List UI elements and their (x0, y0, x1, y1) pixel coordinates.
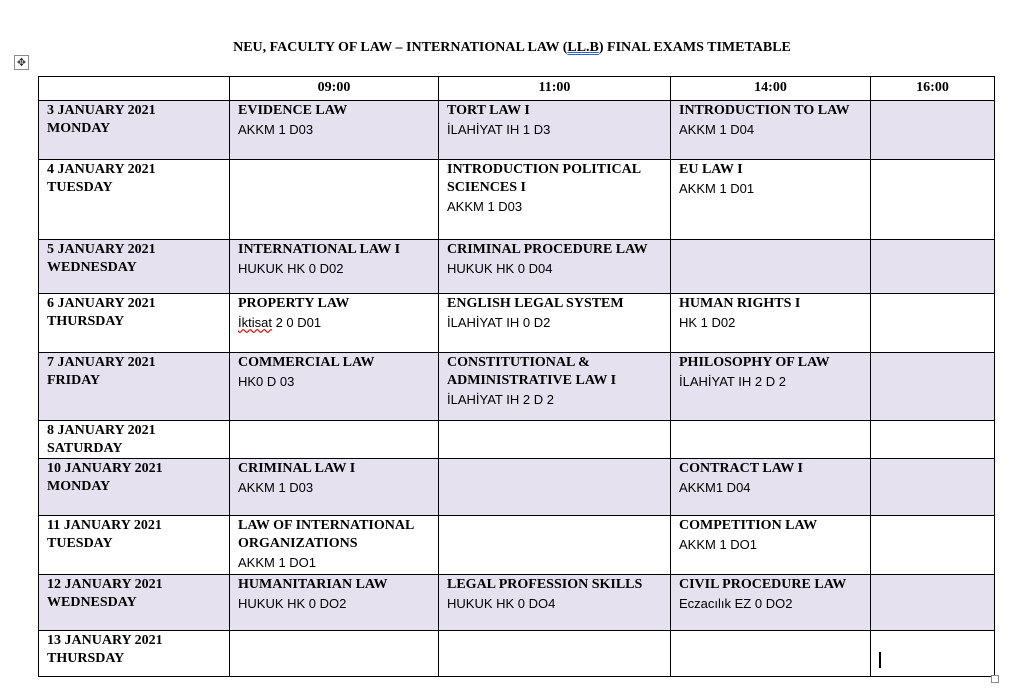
exam-weekday: THURSDAY (47, 314, 125, 329)
date-cell[interactable] (39, 459, 230, 516)
exam-slot-cell[interactable] (871, 575, 995, 631)
date-cell[interactable] (39, 631, 230, 677)
exam-room (238, 259, 430, 278)
exam-slot-cell[interactable] (439, 294, 671, 353)
exam-weekday: WEDNESDAY (47, 260, 137, 275)
course-name: PROPERTY LAW (238, 296, 350, 311)
exam-room (447, 390, 662, 409)
exam-date: 10 JANUARY 2021 (47, 461, 163, 476)
exam-slot-cell[interactable] (671, 353, 871, 421)
exam-room-text: HUKUK HK 0 DO4 (447, 596, 556, 611)
exam-weekday: WEDNESDAY (47, 595, 137, 610)
course-name: CIVIL PROCEDURE LAW (679, 577, 847, 592)
exam-room-text: AKKM 1 D03 (238, 122, 314, 137)
date-cell[interactable] (39, 294, 230, 353)
exam-slot-cell[interactable] (871, 294, 995, 353)
exam-slot-cell[interactable] (439, 631, 671, 677)
course-name: LAW OF INTERNATIONAL ORGANIZATIONS (238, 518, 414, 551)
exam-date: 3 JANUARY 2021 (47, 103, 156, 118)
exam-slot-cell[interactable] (671, 516, 871, 575)
exam-weekday: MONDAY (47, 479, 111, 494)
exam-room-text: İLAHİYAT IH 2 D 2 (679, 374, 786, 389)
table-row (39, 459, 995, 516)
exam-slot-cell[interactable] (439, 240, 671, 294)
exam-slot-cell[interactable] (671, 421, 871, 459)
exam-slot-cell[interactable] (871, 353, 995, 421)
table-row (39, 421, 995, 459)
header-cell-0900[interactable]: 09:00 (230, 77, 439, 101)
exam-slot-cell[interactable] (230, 101, 439, 160)
exam-room-text: Eczacılık EZ 0 DO2 (679, 596, 793, 611)
exam-slot-cell[interactable] (671, 631, 871, 677)
table-row (39, 575, 995, 631)
date-cell[interactable] (39, 353, 230, 421)
exam-room (447, 313, 662, 332)
exam-room-text: AKKM 1 DO1 (679, 537, 758, 552)
table-move-handle[interactable] (14, 55, 29, 70)
exam-slot-cell[interactable] (871, 516, 995, 575)
course-name: INTRODUCTION TO LAW (679, 103, 850, 118)
course-name: CONTRACT LAW I (679, 461, 803, 476)
course-name: TORT LAW I (447, 103, 530, 118)
exam-date: 11 JANUARY 2021 (47, 518, 162, 533)
exam-date: 7 JANUARY 2021 (47, 355, 156, 370)
spellcheck-flagged-word: İktisat (238, 315, 272, 330)
exam-date: 12 JANUARY 2021 (47, 577, 163, 592)
table-row (39, 240, 995, 294)
exam-room-text: HUKUK HK 0 D04 (447, 261, 553, 276)
course-name: CONSTITUTIONAL & ADMINISTRATIVE LAW I (447, 355, 617, 388)
table-row (39, 101, 995, 160)
exam-room (447, 120, 662, 139)
date-cell[interactable] (39, 575, 230, 631)
exam-weekday: FRIDAY (47, 373, 101, 388)
exam-room-text: AKKM1 D04 (679, 480, 751, 495)
exam-slot-cell[interactable] (230, 459, 439, 516)
table-row (39, 160, 995, 240)
exam-room-text: AKKM 1 D03 (447, 199, 523, 214)
exam-room (679, 594, 862, 613)
text-cursor (879, 652, 881, 668)
exam-room (679, 120, 862, 139)
exam-slot-cell[interactable] (230, 631, 439, 677)
exam-room-text: HK0 D 03 (238, 374, 295, 389)
exam-room (679, 535, 862, 554)
exam-room-text: AKKM 1 DO1 (238, 555, 317, 570)
course-name: INTERNATIONAL LAW I (238, 242, 401, 257)
table-row (39, 631, 995, 677)
exam-room (679, 478, 862, 497)
header-row (39, 77, 995, 101)
exam-room (238, 553, 430, 572)
exam-slot-cell[interactable] (871, 160, 995, 240)
exam-room-text: 2 0 D01 (271, 315, 322, 330)
exam-slot-cell[interactable] (671, 160, 871, 240)
exam-weekday: TUESDAY (47, 536, 113, 551)
exam-room-text: HK 1 D02 (679, 315, 736, 330)
header-cell-1100[interactable]: 11:00 (439, 77, 671, 101)
exam-slot-cell[interactable] (671, 240, 871, 294)
exam-room (679, 179, 862, 198)
table-row (39, 294, 995, 353)
table-row (39, 516, 995, 575)
exam-slot-cell[interactable] (230, 160, 439, 240)
course-name: LEGAL PROFESSION SKILLS (447, 577, 643, 592)
date-cell[interactable] (39, 516, 230, 575)
course-name: HUMANITARIAN LAW (238, 577, 388, 592)
exam-room (447, 259, 662, 278)
course-name: COMPETITION LAW (679, 518, 818, 533)
course-name: ENGLISH LEGAL SYSTEM (447, 296, 624, 311)
course-name: PHILOSOPHY OF LAW (679, 355, 830, 370)
exam-slot-cell[interactable] (871, 459, 995, 516)
exam-slot-cell[interactable] (671, 294, 871, 353)
exam-room-text: HUKUK HK 0 D02 (238, 261, 344, 276)
course-name: EVIDENCE LAW (238, 103, 348, 118)
exam-slot-cell[interactable] (439, 516, 671, 575)
exam-room (238, 478, 430, 497)
exam-room (238, 120, 430, 139)
exam-date: 5 JANUARY 2021 (47, 242, 156, 257)
exam-room-text: İLAHİYAT IH 0 D2 (447, 315, 551, 330)
title-llb: LL.B (567, 40, 599, 55)
exam-room (679, 372, 862, 391)
exam-slot-cell[interactable] (230, 421, 439, 459)
exam-slot-cell[interactable] (230, 294, 439, 353)
exam-slot-cell[interactable] (439, 575, 671, 631)
header-cell-1400[interactable]: 14:00 (671, 77, 871, 101)
exam-slot-cell[interactable] (439, 353, 671, 421)
course-name: CRIMINAL LAW I (238, 461, 356, 476)
exam-room-text: AKKM 1 D03 (238, 480, 314, 495)
exam-date: 8 JANUARY 2021 (47, 423, 156, 438)
date-cell[interactable] (39, 160, 230, 240)
exam-slot-cell[interactable] (439, 160, 671, 240)
page-title: NEU, FACULTY OF LAW – INTERNATIONAL LAW (LL.B) FINAL EXAMS TIMETABLE (233, 40, 791, 55)
exam-weekday: MONDAY (47, 121, 111, 136)
exam-weekday: SATURDAY (47, 441, 123, 456)
course-name: CRIMINAL PROCEDURE LAW (447, 242, 648, 257)
exam-date: 6 JANUARY 2021 (47, 296, 156, 311)
exam-room (238, 313, 430, 332)
exam-slot-cell[interactable] (871, 240, 995, 294)
date-cell[interactable] (39, 240, 230, 294)
exam-weekday: THURSDAY (47, 651, 125, 666)
exam-slot-cell[interactable] (230, 353, 439, 421)
exam-slot-cell[interactable] (230, 516, 439, 575)
exam-room (679, 313, 862, 332)
exam-slot-cell[interactable] (671, 101, 871, 160)
exam-slot-cell[interactable] (871, 631, 995, 677)
exam-room-text: AKKM 1 D01 (679, 181, 755, 196)
course-name: HUMAN RIGHTS I (679, 296, 801, 311)
exam-room (447, 197, 662, 216)
course-name: EU LAW I (679, 162, 743, 177)
exam-room-text: İLAHİYAT IH 1 D3 (447, 122, 551, 137)
exam-slot-cell[interactable] (439, 101, 671, 160)
exam-slot-cell[interactable] (671, 575, 871, 631)
exam-room (238, 594, 430, 613)
exam-date: 13 JANUARY 2021 (47, 633, 163, 648)
header-cell-1600[interactable]: 16:00 (871, 77, 995, 101)
header-cell-date[interactable] (39, 77, 230, 101)
exam-weekday: TUESDAY (47, 180, 113, 195)
exam-room-text: HUKUK HK 0 DO2 (238, 596, 347, 611)
exam-slot-cell[interactable] (439, 421, 671, 459)
exam-room (238, 372, 430, 391)
exam-date: 4 JANUARY 2021 (47, 162, 156, 177)
exam-slot-cell[interactable] (871, 101, 995, 160)
date-cell[interactable] (39, 421, 230, 459)
exam-slot-cell[interactable] (871, 421, 995, 459)
exam-room (447, 594, 662, 613)
exam-slot-cell[interactable] (230, 240, 439, 294)
move-arrows-icon: ✥ (16, 56, 27, 69)
course-name: INTRODUCTION POLITICAL SCIENCES I (447, 162, 641, 195)
table-resize-handle[interactable] (991, 675, 999, 683)
exam-slot-cell[interactable] (671, 459, 871, 516)
exam-timetable (38, 76, 995, 677)
exam-slot-cell[interactable] (439, 459, 671, 516)
exam-slot-cell[interactable] (230, 575, 439, 631)
exam-room-text: İLAHİYAT IH 2 D 2 (447, 392, 554, 407)
course-name: COMMERCIAL LAW (238, 355, 375, 370)
table-row (39, 353, 995, 421)
date-cell[interactable] (39, 101, 230, 160)
exam-room-text: AKKM 1 D04 (679, 122, 755, 137)
